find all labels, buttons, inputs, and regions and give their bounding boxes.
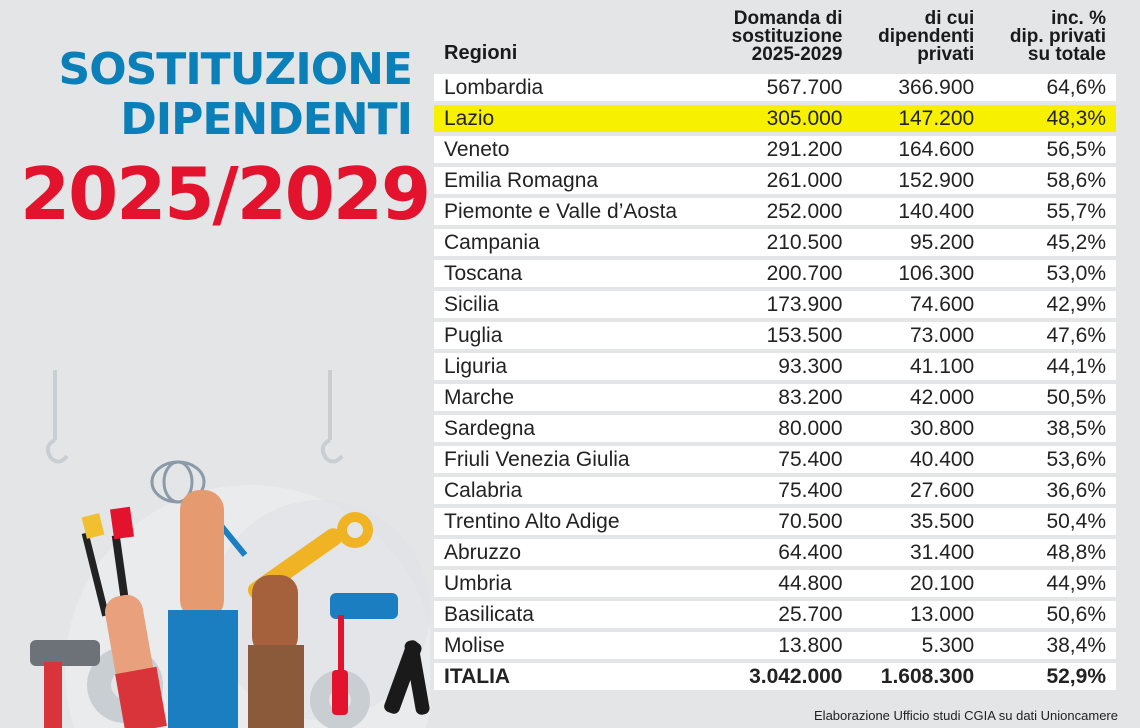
- table-row: [434, 198, 1116, 225]
- replacement-demand-cell: 75.400: [704, 446, 853, 473]
- share-percent-cell: 52,9%: [984, 663, 1116, 690]
- region-name-cell: Sardegna: [434, 415, 704, 442]
- table-body: [434, 74, 1116, 690]
- share-percent-cell: 56,5%: [984, 136, 1116, 163]
- replacement-demand-cell: 70.500: [704, 508, 853, 535]
- region-name-cell: Sicilia: [434, 291, 704, 318]
- private-employees-cell: 95.200: [853, 229, 985, 256]
- replacement-demand-cell: 44.800: [704, 570, 853, 597]
- private-employees-cell: 42.000: [853, 384, 985, 411]
- table-row: [434, 167, 1116, 194]
- table-row: [434, 477, 1116, 504]
- replacement-demand-cell: 80.000: [704, 415, 853, 442]
- share-percent-cell: 44,1%: [984, 353, 1116, 380]
- header-line: privati: [917, 44, 975, 65]
- private-employees-cell: 152.900: [853, 167, 985, 194]
- header-line: Domanda di: [733, 8, 843, 29]
- share-percent-cell: 48,8%: [984, 539, 1116, 566]
- private-employees-cell: 20.100: [853, 570, 985, 597]
- private-employees-cell: 41.100: [853, 353, 985, 380]
- table-row: [434, 74, 1116, 101]
- header-line: sostituzione: [731, 26, 843, 47]
- region-name-cell: ITALIA: [434, 663, 704, 690]
- private-employees-cell: 40.400: [853, 446, 985, 473]
- region-name-cell: Liguria: [434, 353, 704, 380]
- share-percent-cell: 53,0%: [984, 260, 1116, 287]
- region-name-cell: Umbria: [434, 570, 704, 597]
- region-name-cell: Campania: [434, 229, 704, 256]
- source-note: Elaborazione Ufficio studi CGIA su dati Unioncamere: [814, 708, 1118, 723]
- table-row: [434, 446, 1116, 473]
- region-name-cell: Veneto: [434, 136, 704, 163]
- region-name-cell: Lombardia: [434, 74, 704, 101]
- table-row: [434, 229, 1116, 256]
- replacement-demand-cell: 291.200: [704, 136, 853, 163]
- region-name-cell: Puglia: [434, 322, 704, 349]
- replacement-demand-cell: 75.400: [704, 477, 853, 504]
- title-line-2: DIPENDENTI: [120, 94, 412, 145]
- table-row: [434, 384, 1116, 411]
- private-employees-cell: 31.400: [853, 539, 985, 566]
- region-name-cell: Emilia Romagna: [434, 167, 704, 194]
- table-row: [434, 353, 1116, 380]
- column-header-dipendenti-privati: [853, 10, 985, 70]
- replacement-demand-cell: 200.700: [704, 260, 853, 287]
- region-name-cell: Basilicata: [434, 601, 704, 628]
- region-name-cell: Trentino Alto Adige: [434, 508, 704, 535]
- private-employees-cell: 73.000: [853, 322, 985, 349]
- share-percent-cell: 48,3%: [984, 105, 1116, 132]
- region-name-cell: Marche: [434, 384, 704, 411]
- private-employees-cell: 164.600: [853, 136, 985, 163]
- table-row: [434, 291, 1116, 318]
- replacement-demand-cell: 3.042.000: [704, 663, 853, 690]
- header-line: inc. %: [1051, 8, 1106, 29]
- replacement-demand-cell: 25.700: [704, 601, 853, 628]
- private-employees-cell: 13.000: [853, 601, 985, 628]
- table-row: [434, 601, 1116, 628]
- share-percent-cell: 45,2%: [984, 229, 1116, 256]
- replacement-demand-cell: 567.700: [704, 74, 853, 101]
- share-percent-cell: 50,6%: [984, 601, 1116, 628]
- replacement-demand-table: [434, 6, 1116, 694]
- table-row: [434, 260, 1116, 287]
- replacement-demand-cell: 261.000: [704, 167, 853, 194]
- region-name-cell: Calabria: [434, 477, 704, 504]
- page-title: [20, 44, 430, 236]
- share-percent-cell: 64,6%: [984, 74, 1116, 101]
- table-row: [434, 136, 1116, 163]
- table-row: [434, 632, 1116, 659]
- header-line: Regioni: [444, 42, 518, 64]
- tools-illustration: [0, 340, 430, 728]
- share-percent-cell: 42,9%: [984, 291, 1116, 318]
- replacement-demand-cell: 210.500: [704, 229, 853, 256]
- table-row-total: [434, 663, 1116, 690]
- replacement-demand-cell: 13.800: [704, 632, 853, 659]
- table-row: [434, 322, 1116, 349]
- private-employees-cell: 140.400: [853, 198, 985, 225]
- table-row: [434, 539, 1116, 566]
- header-line: 2025-2029: [751, 44, 843, 65]
- share-percent-cell: 38,4%: [984, 632, 1116, 659]
- private-employees-cell: 106.300: [853, 260, 985, 287]
- share-percent-cell: 58,6%: [984, 167, 1116, 194]
- private-employees-cell: 27.600: [853, 477, 985, 504]
- replacement-demand-cell: 252.000: [704, 198, 853, 225]
- region-name-cell: Abruzzo: [434, 539, 704, 566]
- region-name-cell: Toscana: [434, 260, 704, 287]
- table-row-highlighted: [434, 105, 1116, 132]
- title-year-range: 2025/2029: [20, 152, 430, 236]
- region-name-cell: Piemonte e Valle d’Aosta: [434, 198, 704, 225]
- share-percent-cell: 53,6%: [984, 446, 1116, 473]
- table-row: [434, 570, 1116, 597]
- header-line: di cui: [924, 8, 975, 29]
- private-employees-cell: 35.500: [853, 508, 985, 535]
- share-percent-cell: 50,4%: [984, 508, 1116, 535]
- private-employees-cell: 74.600: [853, 291, 985, 318]
- replacement-demand-cell: 83.200: [704, 384, 853, 411]
- share-percent-cell: 47,6%: [984, 322, 1116, 349]
- region-name-cell: Friuli Venezia Giulia: [434, 446, 704, 473]
- table-row: [434, 415, 1116, 442]
- header-line: su totale: [1027, 44, 1106, 65]
- column-header-incidenza: [984, 10, 1116, 70]
- private-employees-cell: 1.608.300: [853, 663, 985, 690]
- hand-right: [248, 575, 304, 728]
- share-percent-cell: 38,5%: [984, 415, 1116, 442]
- private-employees-cell: 5.300: [853, 632, 985, 659]
- private-employees-cell: 30.800: [853, 415, 985, 442]
- private-employees-cell: 366.900: [853, 74, 985, 101]
- header-line: dip. privati: [1009, 26, 1106, 47]
- share-percent-cell: 44,9%: [984, 570, 1116, 597]
- column-header-regioni: [434, 10, 704, 70]
- replacement-demand-cell: 173.900: [704, 291, 853, 318]
- table-row: [434, 508, 1116, 535]
- table-header-row: [434, 10, 1116, 70]
- title-line-1: SOSTITUZIONE: [58, 44, 412, 95]
- header-line: dipendenti: [878, 26, 975, 47]
- share-percent-cell: 55,7%: [984, 198, 1116, 225]
- share-percent-cell: 50,5%: [984, 384, 1116, 411]
- column-header-domanda: [704, 10, 853, 70]
- replacement-demand-cell: 153.500: [704, 322, 853, 349]
- share-percent-cell: 36,6%: [984, 477, 1116, 504]
- replacement-demand-cell: 305.000: [704, 105, 853, 132]
- hook-icon: [48, 370, 342, 462]
- replacement-demand-cell: 93.300: [704, 353, 853, 380]
- replacement-demand-cell: 64.400: [704, 539, 853, 566]
- region-name-cell: Molise: [434, 632, 704, 659]
- region-name-cell: Lazio: [434, 105, 704, 132]
- private-employees-cell: 147.200: [853, 105, 985, 132]
